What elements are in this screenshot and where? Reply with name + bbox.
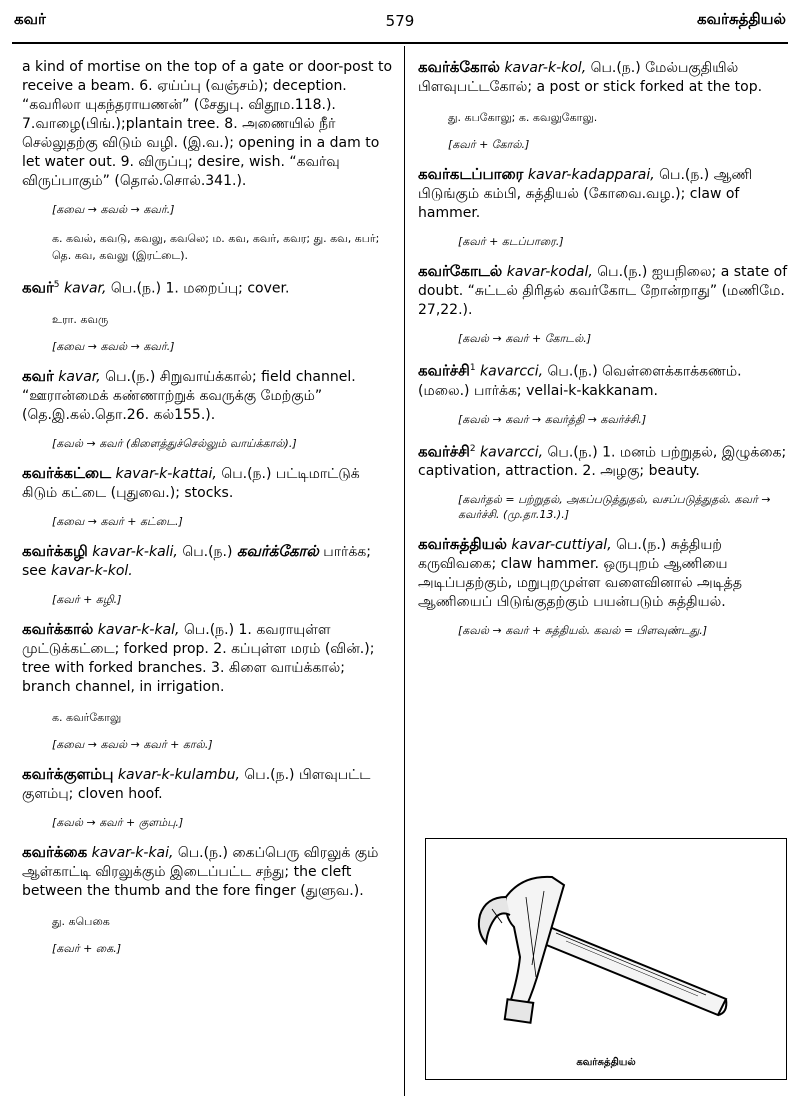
definition: பெ.(ந.) கைப்பெரு விரலுக் கும் ஆள்காட்டி விரலுக்கும் இடைப்பட்ட சந்து; the cleft between the thumb and the fore finger (துளுவ.). (22, 844, 379, 899)
entry-kavarkkal (22, 620, 397, 697)
definition: பெ.(ந.) 1. மனம் பற்றுதல், இழுக்கை; captivation, attraction. 2. அழகு; beauty. (418, 444, 787, 480)
headword: கவர் (22, 366, 54, 385)
headword: கவர்க்கோல் (418, 58, 500, 76)
entry-kavarkkattai (22, 464, 397, 503)
etymology: [கவல் → கவர் (கிளைத்துச்செல்லும் வாய்க்கால்).] (52, 436, 297, 450)
transliteration: kavar-kadapparai, (527, 167, 655, 183)
headword: கவர்க்கை (22, 842, 88, 861)
etymology: [கவர் + கழி.] (52, 592, 122, 606)
definition: பார்க்க; see (22, 543, 371, 579)
column-divider (404, 46, 405, 1096)
left-column (22, 58, 397, 969)
definition: பெ.(ந.) பட்டிமாட்டுக் கிடும் கட்டை (புதுவை.); stocks. (22, 465, 360, 501)
headword: கவர்ச்சி (418, 361, 470, 380)
definition: பெ.(ந.) சுத்தியற் கருவிவகை; claw hammer. ஒருபுறம் ஆணியை அடிப்பதற்கும், மறுபுறமுள்ள வளைவினால் அடித்த ஆணியைப் பிடுங்குதற்கும் பயன்படும் சுத்தியல். (418, 537, 742, 611)
headword: கவர்க்கால் (22, 619, 94, 638)
entry-kavarkodal (418, 262, 790, 320)
definition: பெ.(ந.) வெள்ளைக்காக்கணம். (மலை.) பார்க்க; vellai-k-kakkanam. (418, 363, 742, 399)
headword: கவர்க்கட்டை (22, 463, 112, 482)
transliteration: kavar-k-kol. (50, 562, 133, 579)
entry-continuation: a kind of mortise on the top of a gate or door-post to receive a beam. 6. ஏய்ப்பு (வஞ்சம்); deception. “கவரிலா யுகந்தராயணன்” (சேதுபு. விதூம.118.). 7.வாழை(பிங்.);plantain tree. 8. அணையில் நீர் செல்லுதற்கு விடும் வழி. (இ.வ.); opening in a dam to let water out. 9. விருப்பு; desire, wish. “கவர்வு விருப்பாகும்” (தொல்.சொல்.341.). (22, 59, 393, 189)
transliteration: kavarcci, (480, 444, 544, 461)
headword: கவர்சுத்தியல் (418, 535, 507, 554)
entry-kavarkkulambu (22, 765, 397, 804)
definition: பெ.(ந.) ஆணி பிடுங்கும் கம்பி, சுத்தியல் (கோவை.வழ.); claw of hammer. (418, 167, 753, 221)
definition: பெ.(ந.) 1. கவராயுள்ள முட்டுக்கட்டை; forked prop. 2. கப்புள்ள மரம் (வின்.); tree with forked branches. 3. கிளை வாய்க்கால்; branch channel, in irrigation. (22, 621, 375, 695)
etymology: [கவர் + கோல்.] (448, 138, 530, 151)
entry-kavar-5 (22, 276, 397, 299)
entry-kavarkkol (418, 58, 790, 97)
headword: கவர்ச்சி (418, 442, 470, 461)
header-first-word: கவர் (14, 10, 46, 28)
cognates: க. கவர்கோலு (52, 710, 122, 724)
headword: கவர்க்கழி (22, 541, 88, 560)
transliteration: kavar-cuttiyal, (511, 537, 612, 554)
page-header (0, 0, 800, 40)
header-rule (12, 42, 788, 44)
transliteration: kavar, (58, 368, 101, 385)
entry-kavarkkazhi (22, 542, 397, 581)
claw-hammer-icon (466, 857, 746, 1037)
entry-kavarcci-1 (418, 359, 790, 401)
transliteration: kavar-kodal, (506, 264, 593, 280)
etymology: [கவல் → கவர் + சுத்தியல். கவல் = பிளவுண்டது.] (458, 624, 708, 638)
etymology: [கவர் + கடப்பாரை.] (458, 235, 564, 248)
etymology: [கவர் + கை.] (52, 941, 122, 955)
entry-kavarcuttiyal (418, 535, 790, 612)
cognates: உரா. கவரு (52, 312, 109, 326)
definition: பெ.(ந.) ஐயநிலை; a state of doubt. “சுட்டல் திரிதல் கவர்கோட றோன்றாது” (மணிமே. 27,22.). (418, 264, 788, 318)
etymology: [கவை → கவர் + கட்டை.] (52, 514, 183, 528)
transliteration: kavar-k-kol, (504, 60, 587, 76)
claw-hammer-figure (425, 838, 787, 1080)
etymology: [கவல் → கவர் + குளம்பு.] (52, 815, 184, 829)
cross-reference: கவர்க்கோல் (236, 541, 319, 560)
headword: கவர்க்குளம்பு (22, 764, 114, 783)
entry-kavarkadapparai (418, 165, 790, 223)
definition: பெ.(ந.) மேல்பகுதியில் பிளவுபட்டகோல்; a post or stick forked at the top. (418, 60, 763, 95)
transliteration: kavar-k-kulambu, (117, 766, 240, 783)
headword: கவர் (22, 278, 54, 297)
transliteration: kavar, (63, 280, 107, 297)
etymology: [கவை → கவல் → கவர் + கால்.] (52, 737, 213, 751)
homonym-number: 1 (469, 363, 476, 373)
page-number: 579 (385, 12, 415, 30)
transliteration: kavar-k-kattai, (115, 465, 217, 482)
headword: கவர்கோடல் (418, 262, 503, 280)
etymology: [கவர்தல் = பற்றுதல், அகப்படுத்துதல், வசப்படுத்துதல். கவர் → கவர்ச்சி. (மு.தா.13.).] (458, 493, 771, 522)
definition: பெ.(ந.) சிறுவாய்க்கால்; field channel. “ஊரான்மைக் கண்ணாற்றுக் கவருக்கு மேற்கும்” (தெ.இ.கல்.தொ.26. கல்155.). (22, 368, 356, 423)
headword: கவர்கடப்பாரை (418, 165, 524, 183)
transliteration: kavarcci, (480, 363, 544, 380)
header-last-word: கவர்சுத்தியல் (697, 10, 786, 28)
etymology: [கவை → கவல் → கவர்.] (52, 203, 175, 216)
cognates: து. கபகோலு; க. கவலுகோலு. (448, 111, 598, 124)
definition: பெ.(ந.) (182, 543, 233, 560)
transliteration: kavar-k-kai, (91, 844, 174, 861)
right-column (418, 58, 790, 651)
etymology: [கவல் → கவர் → கவர்த்தி → கவர்ச்சி.] (458, 412, 647, 426)
definition: பெ.(ந.) பிளவுபட்ட குளம்பு; cloven hoof. (22, 766, 371, 802)
etymology: [கவல் → கவர் + கோடல்.] (458, 332, 591, 345)
cognates: க. கவல், கவடு, கவலு, கவலெ; ம. கவ, கவர், கவர; து. கவ, கபர்; தெ. கவ, கவலு (இரட்டை). (52, 232, 380, 262)
homonym-number: 2 (469, 443, 476, 454)
etymology: [கவை → கவல் → கவர்.] (52, 339, 175, 353)
figure-caption: கவர்சுத்தியல் (576, 1057, 636, 1068)
transliteration: kavar-k-kal, (97, 621, 180, 638)
definition: பெ.(ந.) 1. மறைப்பு; cover. (110, 280, 290, 297)
transliteration: kavar-k-kali, (92, 543, 178, 560)
entry-kavar-6 (22, 367, 397, 425)
homonym-number: 5 (53, 280, 60, 290)
entry-kavarkkai (22, 843, 397, 901)
entry-kavarcci-2 (418, 440, 790, 482)
cognates: து. கபெகை (52, 914, 110, 928)
